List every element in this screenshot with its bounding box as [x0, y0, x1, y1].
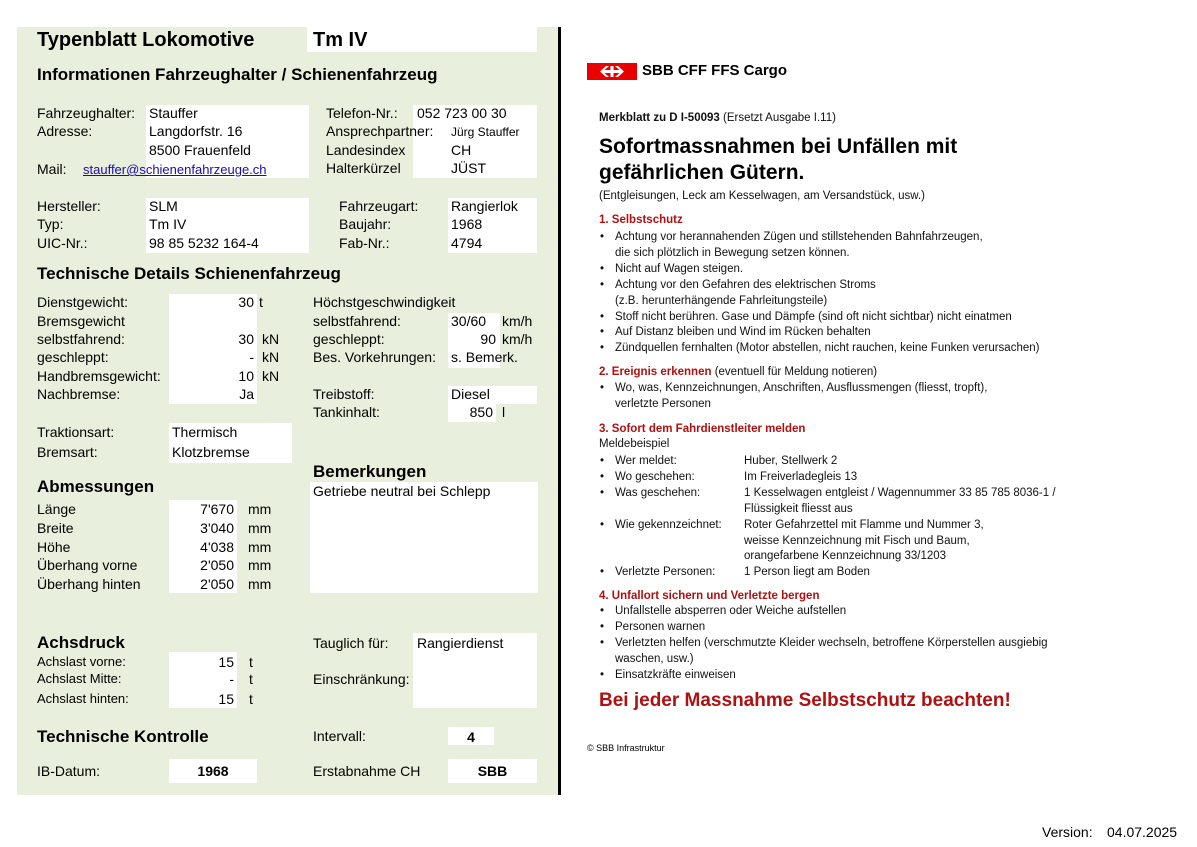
section-info-heading: Informationen Fahrzeughalter / Schienenfahrzeug: [37, 65, 438, 84]
unit-handbremsgewicht: kN: [262, 368, 280, 384]
value-nachbremse: Ja: [239, 386, 254, 402]
section-ereignis-note: (eventuell für Meldung notieren): [714, 366, 878, 378]
meldung-value: Flüssigkeit fliesst aus: [744, 502, 853, 515]
label-traktionsart: Traktionsart:: [37, 424, 115, 440]
value-bremsgewicht-selbstfahrend: 30: [238, 331, 254, 347]
abmessung-value: 3'040: [200, 519, 234, 536]
label-typ: Typ:: [37, 216, 64, 232]
bullet-icon: •: [600, 326, 605, 339]
abmessung-unit: mm: [248, 576, 272, 593]
label-bremsgewicht-geschleppt: geschleppt:: [37, 349, 109, 365]
meldung-value: Roter Gefahrzettel mit Flamme und Nummer 3,: [744, 518, 984, 531]
label-baujahr: Baujahr:: [339, 216, 392, 232]
label-tankinhalt: Tankinhalt:: [313, 404, 380, 420]
bullet-icon: •: [600, 231, 605, 243]
meldung-value: Huber, Stellwerk 2: [744, 455, 838, 467]
achslast-unit: t: [249, 671, 253, 687]
bullet-icon: •: [600, 566, 605, 579]
section-kontrolle-heading: Technische Kontrolle: [37, 727, 209, 746]
meldung-value: 1 Kesselwagen entgleist / Wagennummer 33 85 785 8036-1 /: [744, 486, 1056, 499]
label-hersteller: Hersteller:: [37, 198, 101, 214]
meldung-key: Wer meldet:: [615, 455, 677, 467]
value-telefon: 052 723 00 30: [417, 105, 507, 121]
achslast-value: 15: [218, 654, 234, 670]
value-fabnr: 4794: [451, 235, 483, 251]
abmessung-label: Überhang vorne: [37, 557, 138, 574]
value-uic: 98 85 5232 164-4: [149, 235, 259, 251]
reference-note: (Ersetzt Ausgabe I.11): [723, 112, 836, 124]
label-erstabnahme: Erstabnahme CH: [313, 763, 421, 779]
label-adresse: Adresse:: [37, 123, 93, 139]
bullet-icon: •: [600, 636, 605, 649]
value-adresse-street: Langdorfstr. 16: [149, 123, 243, 139]
label-ansprechpartner: Ansprechpartner:: [326, 123, 434, 139]
meldung-key: Wo geschehen:: [615, 470, 695, 483]
section-unfallort-title: 4. Unfallort sichern und Verletzte bergen: [599, 590, 820, 602]
achslast-value: 15: [218, 691, 234, 707]
list-item: Achtung vor herannahenden Zügen und stillstehenden Bahnfahrzeugen,: [615, 231, 983, 243]
achslast-label: Achslast vorne:: [37, 654, 126, 669]
bullet-icon: •: [600, 278, 605, 291]
bullet-icon: •: [600, 470, 605, 483]
value-adresse-city: 8500 Frauenfeld: [149, 142, 251, 158]
meldung-value: orangefarbene Kennzeichnung 33/1203: [744, 550, 947, 563]
abmessung-value: 7'670: [200, 501, 234, 517]
brand-name: SBB CFF FFS Cargo: [642, 62, 787, 79]
label-tauglich: Tauglich für:: [313, 635, 389, 651]
section-selbstschutz-title: 1. Selbstschutz: [599, 214, 683, 226]
list-item: Personen warnen: [615, 620, 706, 633]
value-bemerkungen: Getriebe neutral bei Schlepp: [313, 483, 491, 499]
label-telefon: Telefon-Nr.:: [326, 105, 398, 121]
section-technik-heading: Technische Details Schienenfahrzeug: [37, 264, 341, 283]
bullet-icon: •: [600, 342, 605, 355]
abmessung-value: 2'050: [200, 576, 234, 593]
bullet-icon: •: [600, 310, 605, 323]
version-label: Version:: [1042, 824, 1093, 840]
unit-v-geschleppt: km/h: [502, 331, 533, 347]
list-item: Stoff nicht berühren. Gase und Dämpfe (sind oft nicht sichtbar) nicht einatmen: [615, 310, 1012, 323]
meldung-value: weisse Kennzeichnung mit Fisch und Baum,: [744, 534, 970, 547]
list-item: Zündquellen fernhalten (Motor abstellen, nicht rauchen, keine Funken verursachen): [615, 342, 1040, 355]
meldung-key: Wie gekennzeichnet:: [615, 518, 722, 531]
label-einschraenkung: Einschränkung:: [313, 671, 410, 687]
section-melden-subtitle: Meldebeispiel: [599, 438, 670, 450]
merkblatt-reference: [599, 112, 836, 124]
value-tankinhalt: 850: [469, 404, 493, 420]
copyright-note: © SBB Infrastruktur: [587, 743, 665, 753]
panel-divider: [558, 27, 561, 795]
label-handbremsgewicht: Handbremsgewicht:: [37, 368, 161, 384]
value-baujahr: 1968: [451, 216, 483, 232]
label-treibstoff: Treibstoff:: [313, 386, 375, 402]
meldung-value: Im Freiverladegleis 13: [744, 470, 858, 483]
value-v-selbstfahrend: 30/60: [451, 313, 487, 329]
list-item: Auf Distanz bleiben und Wind im Rücken behalten: [615, 326, 871, 339]
abmessung-label: Überhang hinten: [37, 576, 141, 593]
abmessung-unit: mm: [248, 538, 272, 555]
meldung-key: Verletzte Personen:: [615, 566, 716, 579]
label-bremsart: Bremsart:: [37, 444, 98, 460]
final-warning: Bei jeder Massnahme Selbstschutz beachten!: [599, 690, 1011, 711]
section-melden-title: 3. Sofort dem Fahrdienstleiter melden: [599, 423, 806, 435]
value-bremsart: Klotzbremse: [172, 444, 250, 460]
unit-bremsgewicht-geschleppt: kN: [262, 349, 280, 365]
value-hersteller: SLM: [149, 198, 178, 214]
label-bremsgewicht: Bremsgewicht: [37, 313, 125, 329]
abmessung-label: Höhe: [37, 538, 71, 555]
label-hoechstgeschwindigkeit: Höchstgeschwindigkeit: [313, 294, 456, 310]
label-fabnr: Fab-Nr.:: [339, 235, 390, 251]
merkblatt-heading-line2: gefährlichen Gütern.: [599, 161, 805, 184]
bullet-icon: •: [600, 518, 605, 531]
value-typ: Tm IV: [149, 216, 187, 232]
merkblatt-heading-line1: Sofortmassnahmen bei Unfällen mit: [599, 135, 958, 158]
label-uic: UIC-Nr.:: [37, 235, 88, 251]
value-handbremsgewicht: 10: [238, 368, 254, 384]
abmessung-value: 2'050: [200, 557, 234, 574]
label-mail: Mail:: [37, 161, 67, 177]
label-fahrzeugart: Fahrzeugart:: [339, 198, 419, 214]
value-bremsgewicht-geschleppt: -: [249, 349, 254, 365]
mail-link[interactable]: stauffer@schienenfahrzeuge.ch: [83, 162, 267, 177]
achslast-unit: t: [249, 691, 253, 707]
abmessung-unit: mm: [248, 501, 272, 517]
abmessung-value: 4'038: [200, 538, 234, 555]
meldung-key: Was geschehen:: [615, 486, 701, 499]
value-erstabnahme: SBB: [477, 763, 508, 779]
label-v-selbstfahrend: selbstfahrend:: [313, 313, 401, 329]
achslast-label: Achslast Mitte:: [37, 671, 122, 686]
label-nachbremse: Nachbremse:: [37, 386, 121, 402]
label-landesindex: Landesindex: [326, 142, 406, 158]
list-item: Wo, was, Kennzeichnungen, Anschriften, Ausflussmengen (fliesst, tropft),: [615, 382, 988, 394]
list-item: Unfallstelle absperren oder Weiche aufstellen: [615, 605, 847, 617]
unit-bremsgewicht-selbstfahrend: kN: [262, 331, 280, 347]
value-v-geschleppt: 90: [480, 331, 496, 347]
label-bremsgewicht-selbstfahrend: selbstfahrend:: [37, 331, 125, 347]
achslast-label: Achslast hinten:: [37, 691, 129, 706]
label-v-geschleppt: geschleppt:: [313, 331, 385, 347]
bullet-icon: •: [600, 455, 605, 467]
value-treibstoff: Diesel: [451, 386, 490, 402]
sbb-logo-icon: [587, 63, 637, 85]
abmessung-label: Breite: [37, 519, 74, 536]
label-dienstgewicht: Dienstgewicht:: [37, 294, 129, 310]
value-dienstgewicht: 30: [238, 294, 254, 310]
bullet-icon: •: [600, 382, 605, 394]
label-fahrzeughalter: Fahrzeughalter:: [37, 105, 136, 121]
version-value: 04.07.2025: [1107, 824, 1178, 840]
section-bemerkungen-heading: Bemerkungen: [313, 462, 427, 481]
abmessung-unit: mm: [248, 519, 272, 536]
achslast-value: -: [229, 671, 234, 687]
unit-tankinhalt: l: [502, 404, 506, 420]
bullet-icon: •: [600, 262, 605, 275]
unit-dienstgewicht: t: [259, 294, 263, 310]
bullet-icon: •: [600, 486, 605, 499]
bullet-icon: •: [600, 620, 605, 633]
label-intervall: Intervall:: [313, 728, 366, 744]
bullet-icon: •: [600, 605, 605, 617]
reference-number: Merkblatt zu D I-50093: [599, 112, 720, 124]
value-traktionsart: Thermisch: [172, 424, 238, 440]
value-vorkehrungen: s. Bemerk.: [451, 349, 518, 365]
merkblatt-subtitle: (Entgleisungen, Leck am Kesselwagen, am Versandstück, usw.): [599, 190, 926, 202]
list-item-continuation: (z.B. herunterhängende Fahrleitungsteile): [615, 294, 828, 307]
label-vorkehrungen: Bes. Vorkehrungen:: [313, 349, 436, 365]
value-halterkuerzel: JÜST: [451, 160, 486, 176]
list-item: Verletzten helfen (verschmutzte Kleider wechseln, betroffene Körperstellen ausgiebig: [615, 636, 1048, 649]
value-intervall: 4: [467, 729, 475, 745]
list-item-continuation: waschen, usw.): [615, 652, 694, 665]
value-fahrzeughalter: Stauffer: [149, 105, 198, 121]
bullet-icon: •: [600, 668, 605, 681]
value-fahrzeugart: Rangierlok: [451, 198, 518, 214]
list-item-continuation: verletzte Personen: [615, 397, 711, 410]
abmessung-unit: mm: [248, 557, 272, 574]
meldung-value: 1 Person liegt am Boden: [744, 566, 870, 579]
label-halterkuerzel: Halterkürzel: [326, 160, 401, 176]
list-item-continuation: die sich plötzlich in Bewegung setzen können.: [615, 246, 850, 259]
abmessung-label: Länge: [37, 501, 76, 517]
section-ereignis-title: 2. Ereignis erkennen: [599, 366, 712, 378]
achslast-unit: t: [249, 654, 253, 670]
list-item: Achtung vor den Gefahren des elektrischen Stroms: [615, 278, 876, 291]
label-ibdatum: IB-Datum:: [37, 763, 101, 779]
list-item: Nicht auf Wagen steigen.: [615, 262, 744, 275]
value-landesindex: CH: [451, 142, 472, 158]
value-tauglich: Rangierdienst: [417, 635, 504, 651]
list-item: Einsatzkräfte einweisen: [615, 668, 736, 681]
section-achsdruck-heading: Achsdruck: [37, 633, 125, 652]
value-ibdatum: 1968: [197, 763, 229, 779]
model-title: Tm IV: [313, 29, 368, 51]
value-ansprechpartner: Jürg Stauffer: [451, 125, 520, 139]
section-ereignis-header: [599, 366, 877, 378]
page-title: Typenblatt Lokomotive: [37, 29, 255, 51]
unit-v-selbstfahrend: km/h: [502, 313, 533, 329]
section-abmessungen-heading: Abmessungen: [37, 477, 155, 496]
